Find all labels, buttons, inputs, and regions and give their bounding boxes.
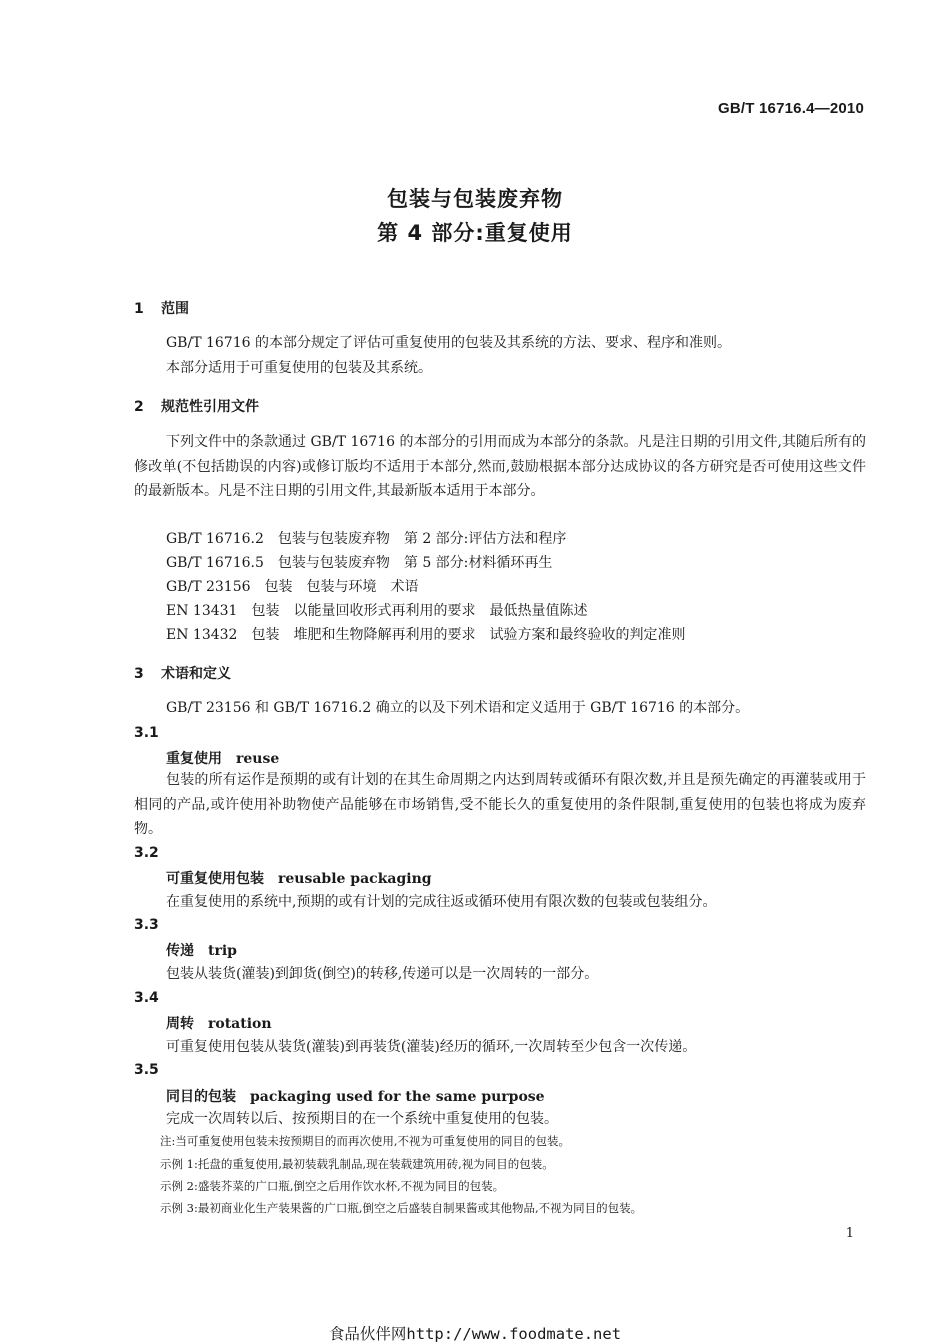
scope-paragraph-2: 本部分适用于可重复使用的包装及其系统。 — [166, 360, 432, 376]
term-heading — [166, 1086, 545, 1106]
term-definition: 可重复使用包装从装货(灌装)到再装货(灌装)经历的循环,一次周转至少包含一次传递。 — [166, 1039, 697, 1055]
reference-item: GB/T 23156 包装 包装与环境 术语 — [166, 579, 419, 595]
section-title: 规范性引用文件 — [161, 399, 259, 415]
term-en: packaging used for the same purpose — [250, 1089, 545, 1105]
scope-paragraph-1: GB/T 16716 的本部分规定了评估可重复使用的包装及其系统的方法、要求、程序和准则。 — [166, 335, 731, 351]
clause-number: 3.5 — [134, 1062, 159, 1078]
section-title: 范围 — [161, 301, 189, 317]
terms-intro: GB/T 23156 和 GB/T 16716.2 确立的以及下列术语和定义适用于 GB/T 16716 的本部分。 — [166, 700, 750, 716]
term-heading — [166, 868, 432, 888]
reference-item: EN 13432 包装 堆肥和生物降解再利用的要求 试验方案和最终验收的判定准则 — [166, 627, 686, 643]
clause-number: 3.1 — [134, 725, 159, 741]
section-1-heading — [134, 298, 189, 318]
example-3: 示例 3:最初商业化生产装果酱的广口瓶,倒空之后盛装自制果酱或其他物品,不视为同目的包装。 — [160, 1201, 643, 1215]
section-3-heading — [134, 663, 231, 683]
clause-number: 3.2 — [134, 845, 159, 861]
term-zh: 可重复使用包装 — [166, 871, 264, 887]
standard-code: GB/T 16716.4—2010 — [718, 100, 864, 117]
term-definition: 包装从装货(灌装)到卸货(倒空)的转移,传递可以是一次周转的一部分。 — [166, 966, 599, 982]
term-zh: 重复使用 — [166, 751, 222, 767]
example-2: 示例 2:盛装芥菜的广口瓶,倒空之后用作饮水杯,不视为同目的包装。 — [160, 1179, 505, 1193]
term-en: reusable packaging — [278, 871, 432, 887]
term-definition: 在重复使用的系统中,预期的或有计划的完成往返或循环使用有限次数的包装或包装组分。 — [166, 894, 717, 910]
reference-item: EN 13431 包装 以能量回收形式再利用的要求 最低热量值陈述 — [166, 603, 588, 619]
term-en: reuse — [236, 751, 280, 767]
term-zh: 传递 — [166, 943, 194, 959]
section-title: 术语和定义 — [161, 666, 231, 682]
footer-watermark: 食品伙伴网http://www.foodmate.net — [328, 1325, 622, 1343]
section-2-heading — [134, 396, 259, 416]
term-zh: 周转 — [166, 1016, 194, 1032]
page-number: 1 — [845, 1226, 854, 1241]
note: 注:当可重复使用包装未按预期目的而再次使用,不视为可重复使用的同目的包装。 — [160, 1134, 571, 1148]
section-number: 2 — [134, 399, 144, 415]
term-heading — [166, 748, 279, 768]
term-en: trip — [208, 943, 237, 959]
term-zh: 同目的包装 — [166, 1089, 236, 1105]
reference-item: GB/T 16716.2 包装与包装废弃物 第 2 部分:评估方法和程序 — [166, 531, 567, 547]
clause-number: 3.3 — [134, 917, 159, 933]
reference-item: GB/T 16716.5 包装与包装废弃物 第 5 部分:材料循环再生 — [166, 555, 553, 571]
term-definition: 包装的所有运作是预期的或有计划的在其生命周期之内达到周转或循环有限次数,并且是预先确定的再灌装或用于相同的产品,或许使用补助物使产品能够在市场销售,受不能长久的重复使用的条件限制,重复使用的包装也将成为废弃物。 — [134, 772, 866, 837]
example-1: 示例 1:托盘的重复使用,最初装载乳制品,现在装载建筑用砖,视为同目的包装。 — [160, 1157, 554, 1171]
section-number: 1 — [134, 301, 144, 317]
term-heading — [166, 1013, 272, 1033]
title-line-2: 第 4 部分:重复使用 — [377, 221, 573, 245]
references-intro: 下列文件中的条款通过 GB/T 16716 的本部分的引用而成为本部分的条款。凡是注日期的引用文件,其随后所有的修改单(不包括勘误的内容)或修订版均不适用于本部分,然而,鼓励根据本部分达成协议的各方研究是否可使用这些文件的最新版本。凡是不注日期的引用文件,其最新版本适用于本部分。 — [134, 434, 866, 499]
term-en: rotation — [208, 1016, 272, 1032]
section-number: 3 — [134, 666, 144, 682]
term-definition: 完成一次周转以后、按预期目的在一个系统中重复使用的包装。 — [166, 1111, 558, 1127]
title-line-1: 包装与包装废弃物 — [387, 187, 563, 211]
term-heading — [166, 940, 237, 960]
clause-number: 3.4 — [134, 990, 159, 1006]
